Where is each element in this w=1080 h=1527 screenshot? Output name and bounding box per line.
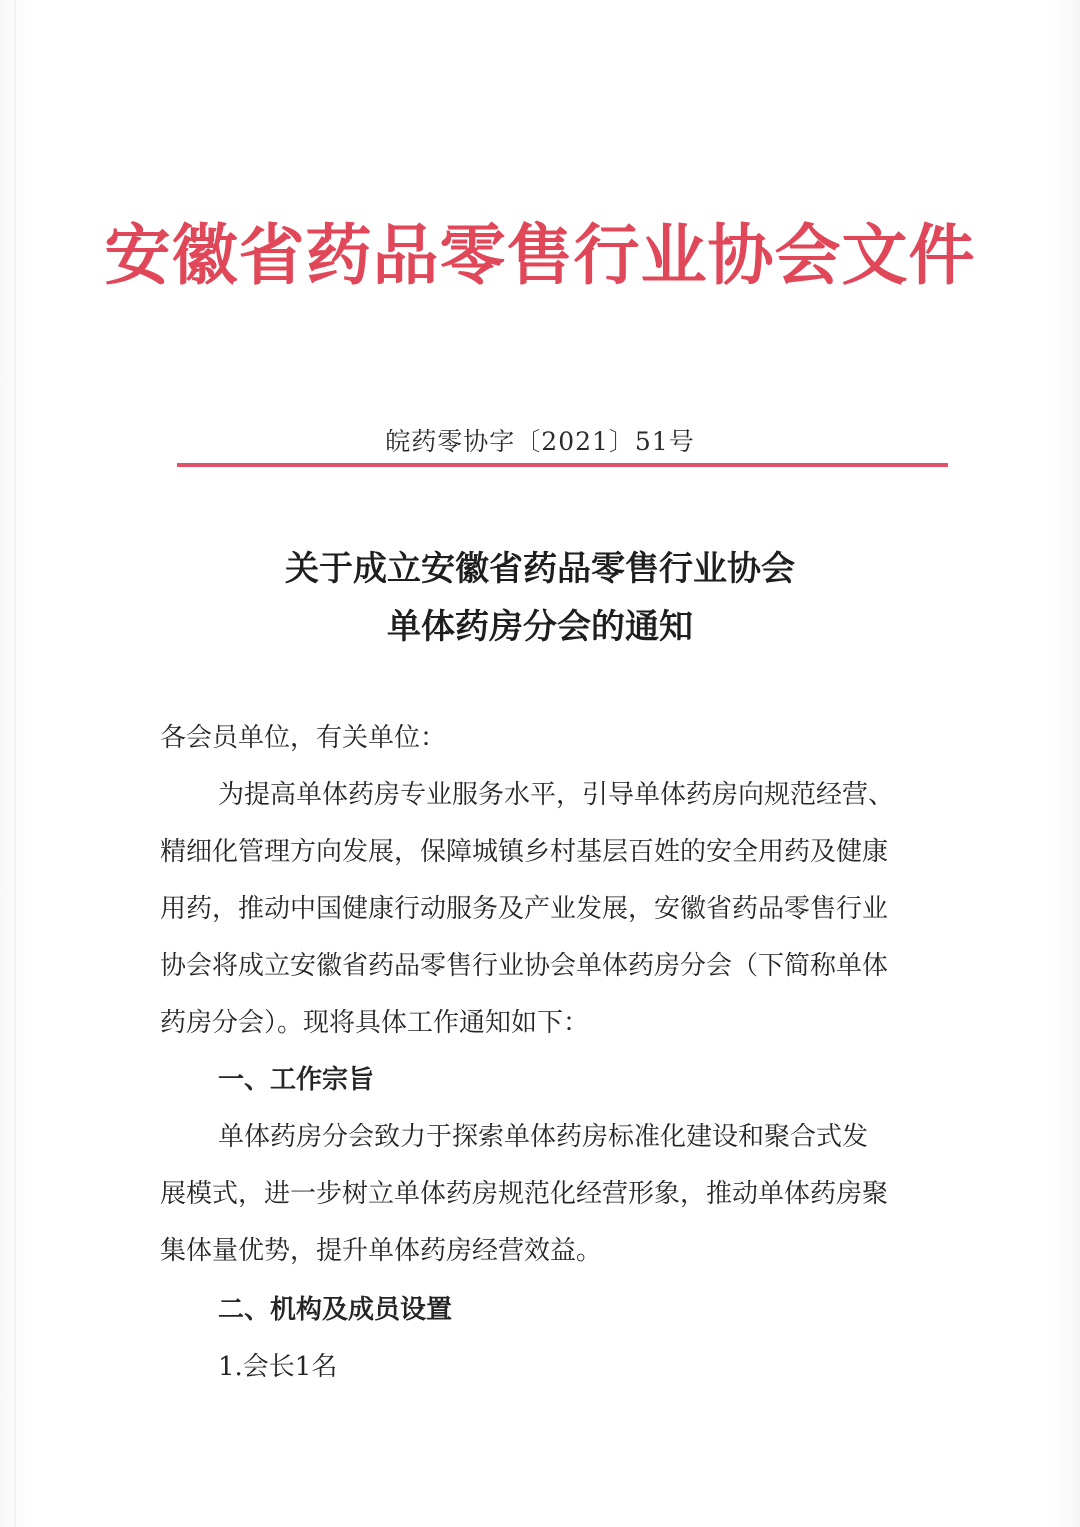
salutation: 各会员单位，有关单位： xyxy=(160,723,447,753)
paragraph-line: 展模式，进一步树立单体药房规范化经营形象，推动单体药房聚 xyxy=(160,1179,889,1209)
document-masthead: 安徽省药品零售行业协会文件 xyxy=(104,217,976,294)
paragraph-line: 单体药房分会致力于探索单体药房标准化建设和聚合式发 xyxy=(218,1122,869,1152)
paragraph-line: 集体量优势，提升单体药房经营效益。 xyxy=(160,1236,603,1266)
notice-title xyxy=(0,540,1080,656)
paragraph-line: 协会将成立安徽省药品零售行业协会单体药房分会（下简称单体 xyxy=(160,951,889,981)
section-heading-organization: 二、机构及成员设置 xyxy=(218,1295,453,1325)
notice-title-line-2: 单体药房分会的通知 xyxy=(387,607,693,647)
notice-title-line-1: 关于成立安徽省药品零售行业协会 xyxy=(285,549,795,589)
paragraph-line: 用药，推动中国健康行动服务及产业发展，安徽省药品零售行业 xyxy=(160,894,889,924)
document-body xyxy=(160,710,965,1396)
section-heading-purpose: 一、工作宗旨 xyxy=(218,1065,375,1095)
paragraph-line: 精细化管理方向发展，保障城镇乡村基层百姓的安全用药及健康 xyxy=(160,837,889,867)
document-number: 皖药零协字〔2021〕51号 xyxy=(385,427,695,456)
paragraph-line: 为提高单体药房专业服务水平，引导单体药房向规范经营、 xyxy=(218,780,895,810)
list-item-president: 1.会长1名 xyxy=(218,1352,338,1382)
red-separator-line xyxy=(177,463,948,467)
paragraph-line: 药房分会）。现将具体工作通知如下： xyxy=(160,1008,590,1038)
